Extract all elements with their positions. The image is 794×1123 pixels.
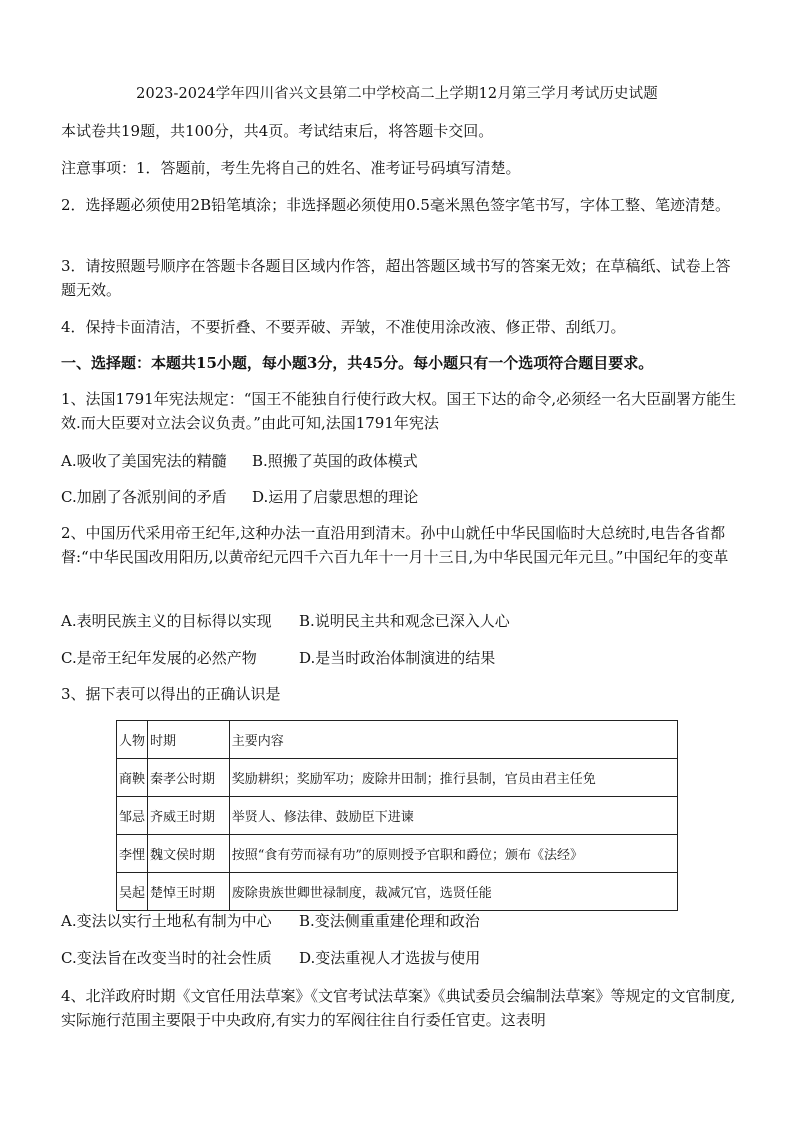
exam-title: 2023-2024学年四川省兴文县第二中学校高二上学期12月第三学月考试历史试题 — [136, 86, 658, 102]
question-1-stem: 1、法国1791年宪法规定：“国王不能独自行使行政大权。国王下达的命令,必须经一名大臣副署方能生效.而大臣要对立法会议负责。”由此可知,法国1791年宪法 — [61, 390, 737, 432]
q3-option-c: C.变法旨在改变当时的社会性质 — [61, 949, 272, 967]
q1-option-d: D.运用了启蒙思想的理论 — [252, 488, 419, 506]
section-heading: 一、选择题：本题共15小题，每小题3分，共45分。每小题只有一个选项符合题目要求。 — [61, 354, 654, 372]
note-3: 3．请按照题号顺序在答题卡各题目区域内作答，超出答题区域书写的答案无效；在草稿纸、试卷上答题无效。 — [61, 257, 731, 299]
table-cell: 商鞅 — [117, 759, 148, 797]
intro-text: 本试卷共19题，共100分，共4页。考试结束后，将答题卡交回。 — [61, 122, 494, 140]
table-header-cell: 人物 — [117, 721, 148, 759]
q3-option-b: B.变法侧重重建伦理和政治 — [299, 912, 480, 930]
note-1: 注意事项：1．答题前，考生先将自己的姓名、准考证号码填写清楚。 — [61, 159, 521, 177]
table-cell: 奖励耕织；奖励军功；废除井田制；推行县制，官员由君主任免 — [229, 759, 677, 797]
table-cell: 废除贵族世卿世禄制度，裁减冗官，选贤任能 — [229, 873, 677, 911]
q3-option-d: D.变法重视人才选拔与使用 — [299, 949, 481, 967]
q2-option-c: C.是帝王纪年发展的必然产物 — [61, 649, 257, 667]
q2-option-b: B.说明民主共和观念已深入人心 — [299, 612, 510, 630]
table-cell: 魏文侯时期 — [148, 835, 230, 873]
table-cell: 举贤人、修法律、鼓励臣下进谏 — [229, 797, 677, 835]
table-header-cell: 主要内容 — [229, 721, 677, 759]
table-cell: 秦孝公时期 — [148, 759, 230, 797]
table-cell: 按照“食有劳而禄有功”的原则授予官职和爵位；颁布《法经》 — [229, 835, 677, 873]
table-row — [117, 873, 678, 911]
table-cell: 齐威王时期 — [148, 797, 230, 835]
q2-option-d: D.是当时政治体制演进的结果 — [299, 649, 496, 667]
q3-option-a: A.变法以实行土地私有制为中心 — [61, 912, 272, 930]
q1-option-a: A.吸收了美国宪法的精髓 — [61, 452, 227, 470]
table-cell: 李悝 — [117, 835, 148, 873]
q1-option-b: B.照搬了英国的政体模式 — [252, 452, 418, 470]
q2-option-a: A.表明民族主义的目标得以实现 — [61, 612, 272, 630]
table-header-cell: 时期 — [148, 721, 230, 759]
question-2-stem: 2、中国历代采用帝王纪年,这种办法一直沿用到清末。孙中山就任中华民国临时大总统时,电告各省都督:“中华民国改用阳历,以黄帝纪元四千六百九年十一月十三日,为中华民国元年元旦。”中国纪年的变革 — [61, 524, 729, 566]
note-2: 2．选择题必须使用2B铅笔填涂；非选择题必须使用0.5毫米黑色签字笔书写，字体工整、笔迹清楚。 — [61, 196, 730, 214]
table-row — [117, 835, 678, 873]
table-row — [117, 797, 678, 835]
table-cell: 邹忌 — [117, 797, 148, 835]
table-header-row — [117, 721, 678, 759]
note-4: 4．保持卡面清洁，不要折叠、不要弄破、弄皱，不准使用涂改液、修正带、刮纸刀。 — [61, 318, 626, 336]
question-4-stem: 4、北洋政府时期《文官任用法草案》《文官考试法草案》《典试委员会编制法草案》等规定的文官制度,实际施行范围主要限于中央政府,有实力的军阀往往自行委任官吏。这表明 — [61, 987, 736, 1029]
table-cell: 吴起 — [117, 873, 148, 911]
q1-option-c: C.加剧了各派别间的矛盾 — [61, 488, 227, 506]
table-cell: 楚悼王时期 — [148, 873, 230, 911]
question-3-stem: 3、据下表可以得出的正确认识是 — [61, 685, 281, 703]
table-row — [117, 759, 678, 797]
reform-table — [116, 720, 678, 911]
